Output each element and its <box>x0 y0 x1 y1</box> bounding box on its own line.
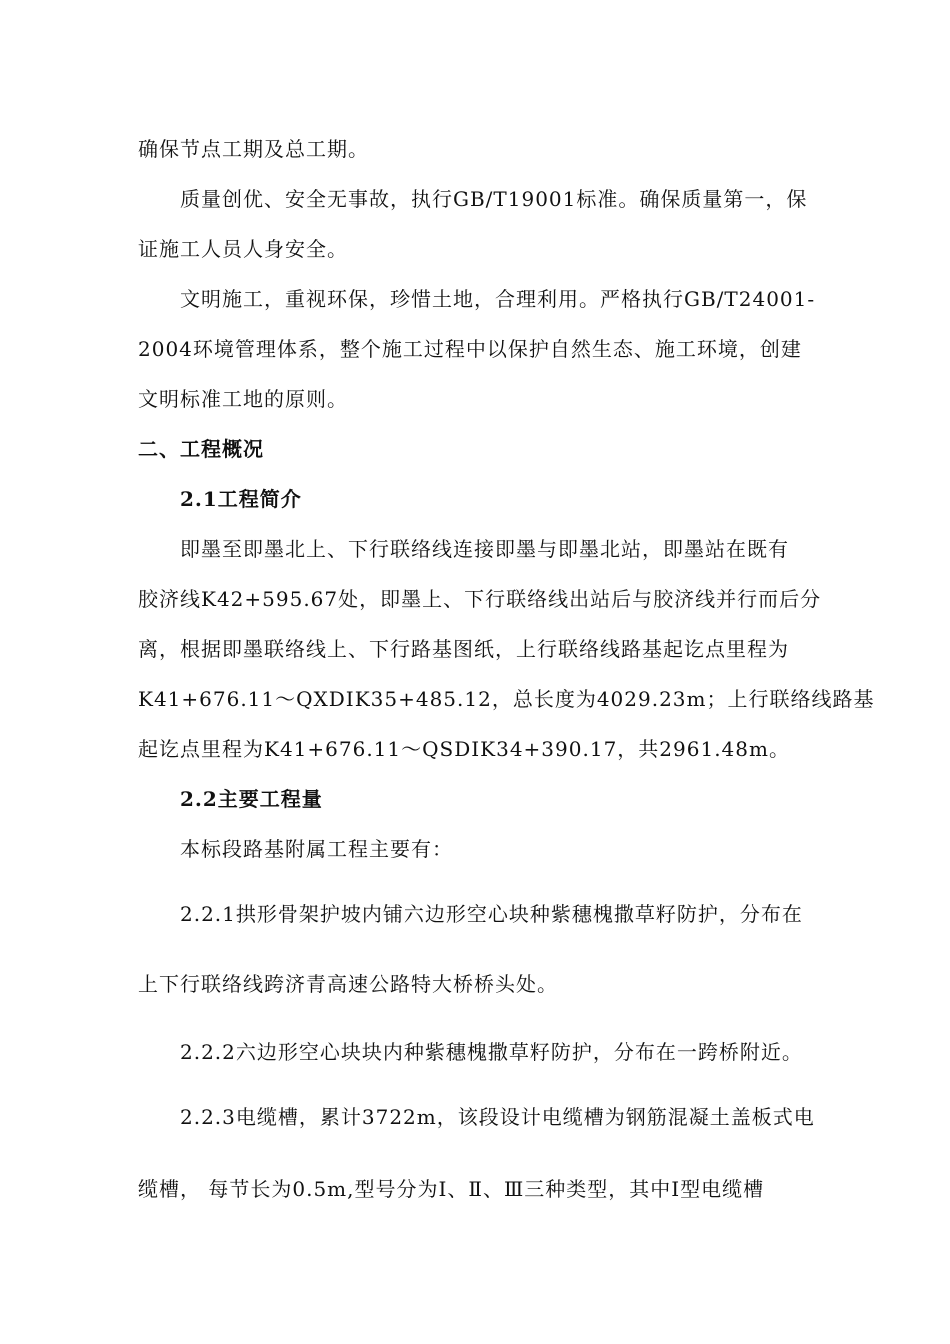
paragraph-line: 起讫点里程为K41+676.11～QSDIK34+390.17，共2961.48m。 <box>138 737 790 761</box>
paragraph-line: 即墨至即墨北上、下行联络线连接即墨与即墨北站，即墨站在既有 <box>180 537 789 561</box>
paragraph-line: K41+676.11～QXDIK35+485.12，总长度为4029.23m；上行联络线路基 <box>138 687 875 711</box>
paragraph-line: 2.2.1拱形骨架护坡内铺六边形空心块种紫穗槐撒草籽防护，分布在 <box>180 902 803 926</box>
paragraph-line: 证施工人员人身安全。 <box>138 237 348 261</box>
paragraph-line: 确保节点工期及总工期。 <box>138 137 369 161</box>
paragraph-line: 文明施工，重视环保，珍惜土地，合理利用。严格执行GB/T24001- <box>180 287 816 311</box>
paragraph-line: 2.2.3电缆槽，累计3722m，该段设计电缆槽为钢筋混凝土盖板式电 <box>180 1105 815 1129</box>
paragraph-line: 上下行联络线跨济青高速公路特大桥桥头处。 <box>138 972 558 996</box>
paragraph-line: 缆槽， 每节长为0.5m,型号分为Ⅰ、Ⅱ、Ⅲ三种类型，其中Ⅰ型电缆槽 <box>138 1177 765 1201</box>
paragraph-line: 文明标准工地的原则。 <box>138 387 348 411</box>
paragraph-line: 离，根据即墨联络线上、下行路基图纸，上行联络线路基起讫点里程为 <box>138 637 789 661</box>
section-heading: 二、工程概况 <box>138 437 264 461</box>
paragraph-line: 2004环境管理体系，整个施工过程中以保护自然生态、施工环境，创建 <box>138 337 802 361</box>
paragraph-line: 本标段路基附属工程主要有： <box>180 837 453 861</box>
subsection-heading: 2.1工程简介 <box>180 487 302 511</box>
paragraph-line: 质量创优、安全无事故，执行GB/T19001标准。确保质量第一，保 <box>180 187 808 211</box>
paragraph-line: 胶济线K42+595.67处，即墨上、下行联络线出站后与胶济线并行而后分 <box>138 587 822 611</box>
paragraph-line: 2.2.2六边形空心块块内种紫穗槐撒草籽防护，分布在一跨桥附近。 <box>180 1040 803 1064</box>
subsection-heading: 2.2主要工程量 <box>180 787 323 811</box>
